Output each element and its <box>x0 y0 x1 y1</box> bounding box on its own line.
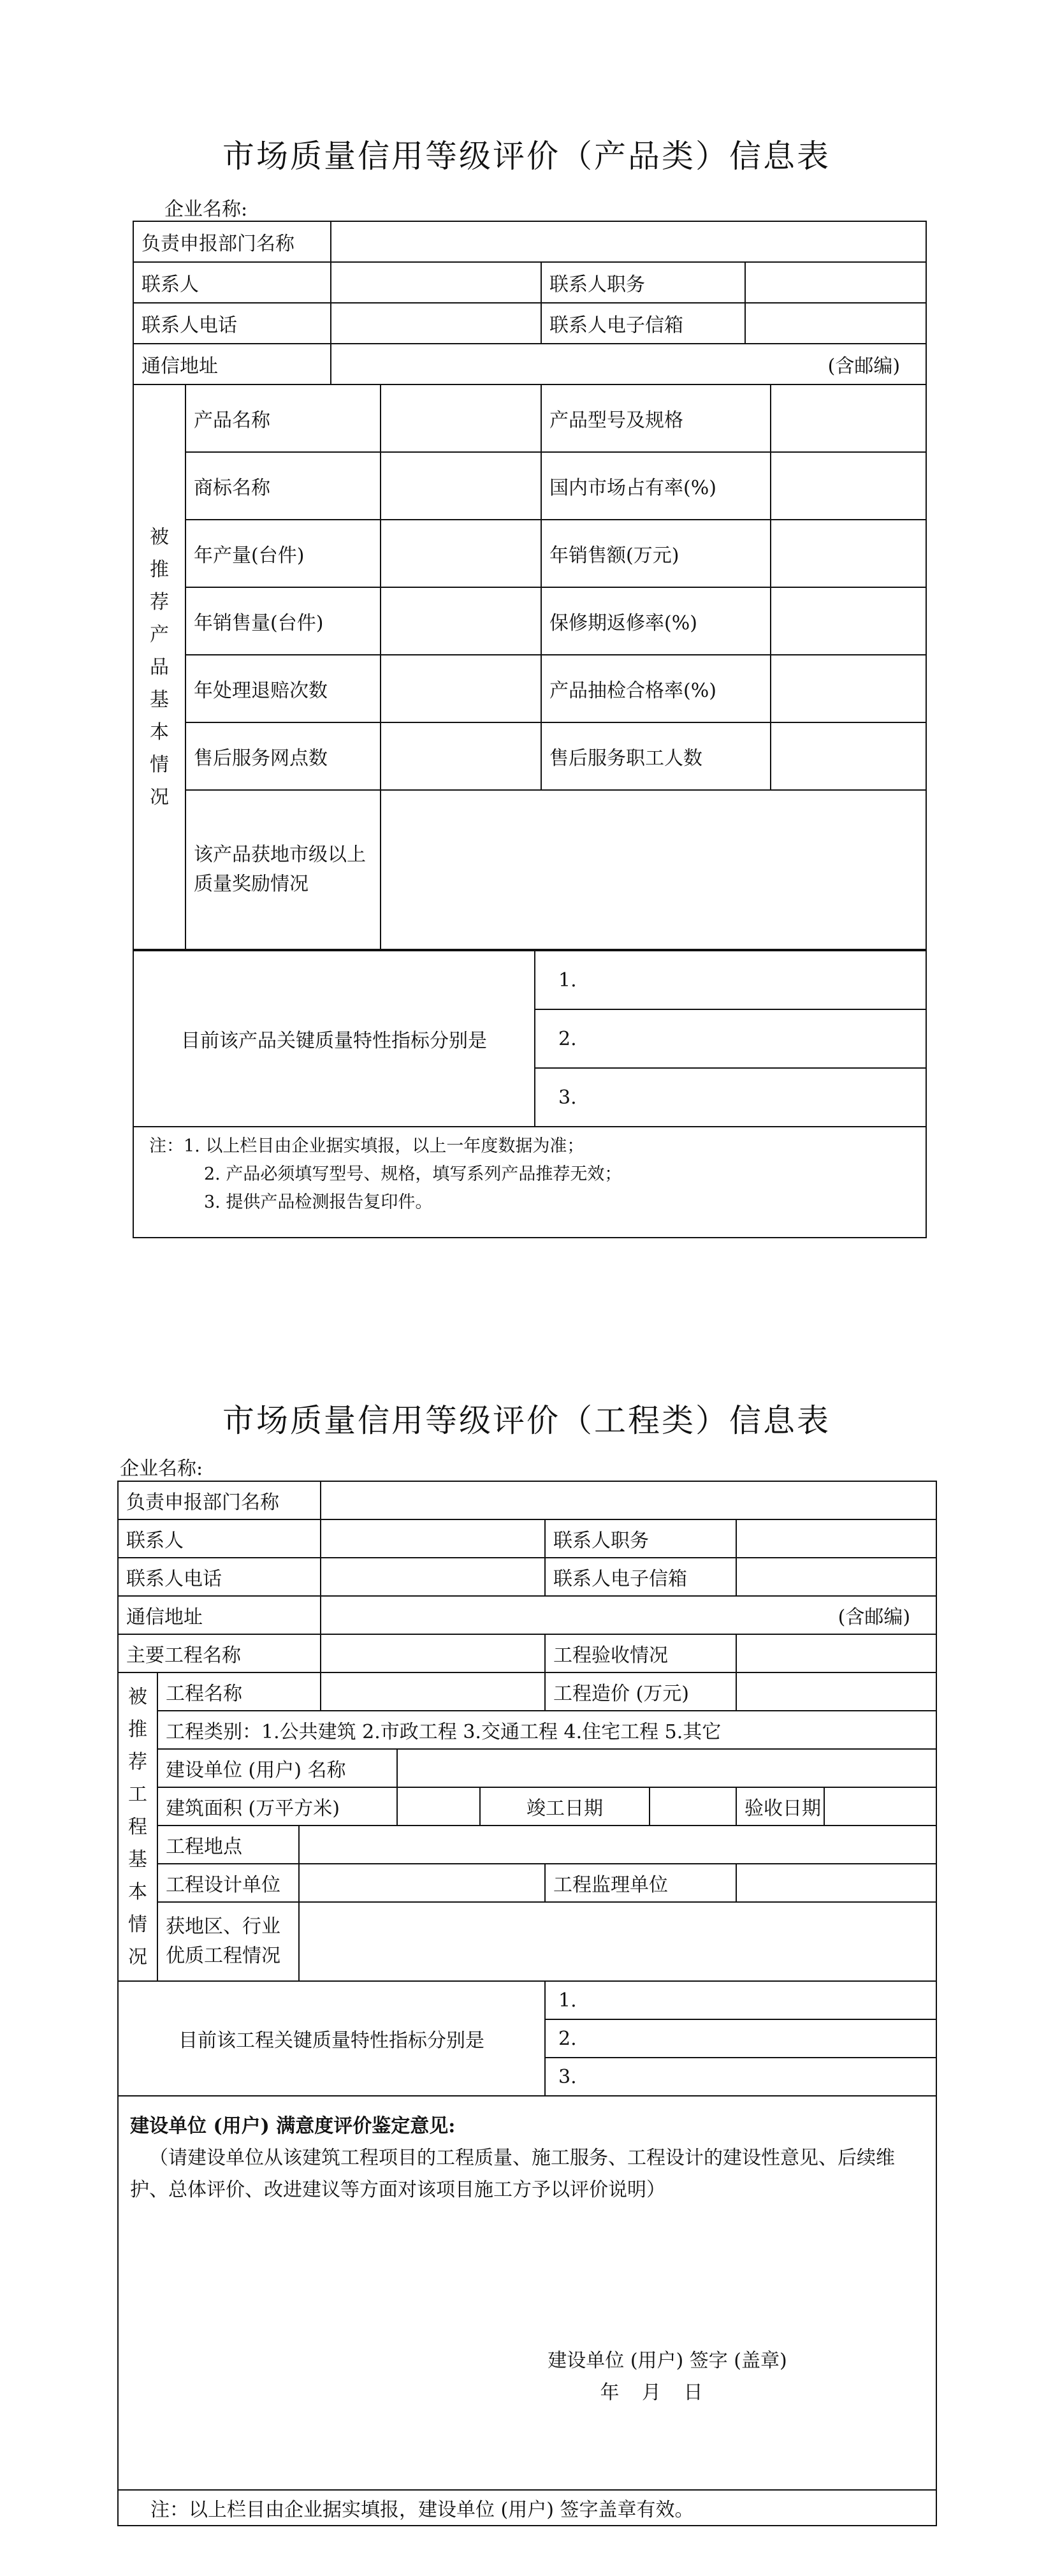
form1-responsible-dept-label: 负责申报部门名称 <box>133 221 331 262</box>
form2-contact-label: 联系人 <box>118 1519 321 1558</box>
form2-contact-phone-label: 联系人电话 <box>118 1558 321 1596</box>
form1-row-right-field[interactable] <box>771 520 926 587</box>
form2-date: 年 月 日 <box>600 2382 703 2404</box>
form1-row-left-field[interactable] <box>381 655 541 722</box>
form1-contact-phone-field[interactable] <box>331 303 541 344</box>
form1-row-left-label: 商标名称 <box>185 452 381 520</box>
form1-contact-field[interactable] <box>331 262 541 303</box>
form1-company-label: 企业名称: <box>164 198 248 221</box>
form1-row-right-field[interactable] <box>771 722 926 790</box>
form1-address-label: 通信地址 <box>133 344 331 384</box>
form1-row-left-field[interactable] <box>381 587 541 655</box>
form2-note: 注：以上栏目由企业据实填报，建设单位 (用户) 签字盖章有效。 <box>118 2490 936 2526</box>
form2-completion-date-field[interactable] <box>650 1787 736 1826</box>
form1-row-right-field[interactable] <box>771 587 926 655</box>
form2-area-label: 建筑面积 (万平方米) <box>157 1787 397 1826</box>
form2-builder-field[interactable] <box>397 1749 936 1787</box>
form1-row-right-field[interactable] <box>771 384 926 452</box>
form2-indicator-item[interactable]: 3. <box>545 2058 936 2096</box>
form1-title: 市场质量信用等级评价（产品类）信息表 <box>222 138 831 175</box>
form1-row-right-label: 年销售额(万元) <box>541 520 771 587</box>
form1-indicator-item[interactable]: 3. <box>535 1068 926 1127</box>
form2-contact-field[interactable] <box>321 1519 545 1558</box>
form2-main-project-field[interactable] <box>321 1634 545 1672</box>
form2-table-basic <box>117 1481 937 1673</box>
form1-award-label: 该产品获地市级以上质量奖励情况 <box>185 790 381 949</box>
form2-contact-title-field[interactable] <box>736 1519 936 1558</box>
form2-address-label: 通信地址 <box>118 1596 321 1634</box>
form1-note-line: 3. 提供产品检测报告复印件。 <box>204 1192 433 1212</box>
form2-responsible-dept-label: 负责申报部门名称 <box>118 1481 321 1519</box>
form2-project-cost-field[interactable] <box>736 1672 936 1711</box>
form1-row-left-label: 年处理退赔次数 <box>185 655 381 722</box>
form1-contact-label: 联系人 <box>133 262 331 303</box>
form1-row-right-label: 保修期返修率(%) <box>541 587 771 655</box>
form2-opinion-title: 建设单位 (用户) 满意度评价鉴定意见: <box>130 2115 456 2137</box>
form2-location-field[interactable] <box>299 1826 936 1864</box>
form1-contact-phone-label: 联系人电话 <box>133 303 331 344</box>
form1-row-left-field[interactable] <box>381 722 541 790</box>
form2-project-cost-label: 工程造价 (万元) <box>545 1672 736 1711</box>
form1-indicator-item[interactable]: 2. <box>535 1009 926 1068</box>
form1-indicator-item[interactable]: 1. <box>535 951 926 1009</box>
form1-table-indicators <box>133 950 927 1238</box>
form2-indicator-item[interactable]: 2. <box>545 2019 936 2058</box>
form1-note-line: 注：1. 以上栏目由企业据实填报，以上一年度数据为准； <box>149 1136 585 1156</box>
form2-address-field[interactable] <box>321 1596 936 1634</box>
form2-table-indicators <box>117 1980 937 2526</box>
form2-acceptance-date-label: 验收日期 <box>736 1787 824 1826</box>
form2-contact-email-field[interactable] <box>736 1558 936 1596</box>
form2-opinion-block[interactable] <box>118 2096 936 2490</box>
form2-key-indicators-label: 目前该工程关键质量特性指标分别是 <box>118 1981 545 2096</box>
form1-row-left-label: 产品名称 <box>185 384 381 452</box>
form2-honors-label: 获地区、行业优质工程情况 <box>157 1902 299 1981</box>
form2-opinion-desc: （请建设单位从该建筑工程项目的工程质量、施工服务、工程设计的建设性意见、后续维护、总体评价、改进建议等方面对该项目施工方予以评价说明） <box>130 2147 895 2201</box>
form1-row-left-field[interactable] <box>381 452 541 520</box>
form1-row-right-field[interactable] <box>771 655 926 722</box>
form2-contact-phone-field[interactable] <box>321 1558 545 1596</box>
form1-section-label: 被 推 荐 产 品 基 本 情 况 <box>133 384 185 949</box>
form1-contact-email-label: 联系人电子信箱 <box>541 303 745 344</box>
form2-main-project-label: 主要工程名称 <box>118 1634 321 1672</box>
form2-acceptance-date-field[interactable] <box>824 1787 936 1826</box>
form1-row-right-field[interactable] <box>771 452 926 520</box>
form1-key-indicators-label: 目前该产品关键质量特性指标分别是 <box>133 951 535 1127</box>
form1-row-left-field[interactable] <box>381 520 541 587</box>
form1-row-left-field[interactable] <box>381 384 541 452</box>
form2-completion-date-label: 竣工日期 <box>480 1787 650 1826</box>
form2-postcode-note: (含邮编) <box>838 1606 911 1628</box>
form2-acceptance-field[interactable] <box>736 1634 936 1672</box>
form1-contact-email-field[interactable] <box>745 303 926 344</box>
form1-row-right-label: 产品抽检合格率(%) <box>541 655 771 722</box>
form1-row-left-label: 售后服务网点数 <box>185 722 381 790</box>
form1-row-right-label: 产品型号及规格 <box>541 384 771 452</box>
form1-notes <box>133 1127 926 1238</box>
form2-company-label: 企业名称: <box>120 1458 203 1480</box>
form2-indicator-item[interactable]: 1. <box>545 1981 936 2019</box>
form2-honors-field[interactable] <box>299 1902 936 1981</box>
form1-note-line: 2. 产品必须填写型号、规格，填写系列产品推荐无效； <box>204 1164 622 1184</box>
form1-award-field[interactable] <box>381 790 926 949</box>
form2-project-name-field[interactable] <box>321 1672 545 1711</box>
form2-signature: 建设单位 (用户) 签字 (盖章) <box>548 2350 787 2372</box>
form2-supervision-unit-field[interactable] <box>736 1864 936 1902</box>
form2-acceptance-label: 工程验收情况 <box>545 1634 736 1672</box>
form2-builder-label: 建设单位 (用户) 名称 <box>157 1749 397 1787</box>
form1-address-field[interactable] <box>331 344 926 384</box>
form2-category: 工程类别：1.公共建筑 2.市政工程 3.交通工程 4.住宅工程 5.其它 <box>157 1711 936 1749</box>
form1-table-product <box>133 384 927 950</box>
form2-location-label: 工程地点 <box>157 1826 299 1864</box>
form1-row-right-label: 国内市场占有率(%) <box>541 452 771 520</box>
form1-postcode-note: (含邮编) <box>827 355 901 377</box>
form1-row-left-label: 年产量(台件) <box>185 520 381 587</box>
form2-design-unit-label: 工程设计单位 <box>157 1864 299 1902</box>
form2-table-project <box>117 1672 937 1982</box>
form1-row-left-label: 年销售量(台件) <box>185 587 381 655</box>
form2-area-field[interactable] <box>397 1787 480 1826</box>
form2-contact-title-label: 联系人职务 <box>545 1519 736 1558</box>
form2-responsible-dept-field[interactable] <box>321 1481 936 1519</box>
form1-contact-title-field[interactable] <box>745 262 926 303</box>
form1-row-right-label: 售后服务职工人数 <box>541 722 771 790</box>
form2-section-label: 被 推 荐 工 程 基 本 情 况 <box>118 1672 157 1981</box>
form1-contact-title-label: 联系人职务 <box>541 262 745 303</box>
form2-title: 市场质量信用等级评价（工程类）信息表 <box>222 1402 831 1439</box>
form2-supervision-unit-label: 工程监理单位 <box>545 1864 736 1902</box>
form2-contact-email-label: 联系人电子信箱 <box>545 1558 736 1596</box>
form2-project-name-label: 工程名称 <box>157 1672 321 1711</box>
form1-responsible-dept-field[interactable] <box>331 221 926 262</box>
form2-design-unit-field[interactable] <box>299 1864 545 1902</box>
form1-table-basic <box>133 221 927 385</box>
